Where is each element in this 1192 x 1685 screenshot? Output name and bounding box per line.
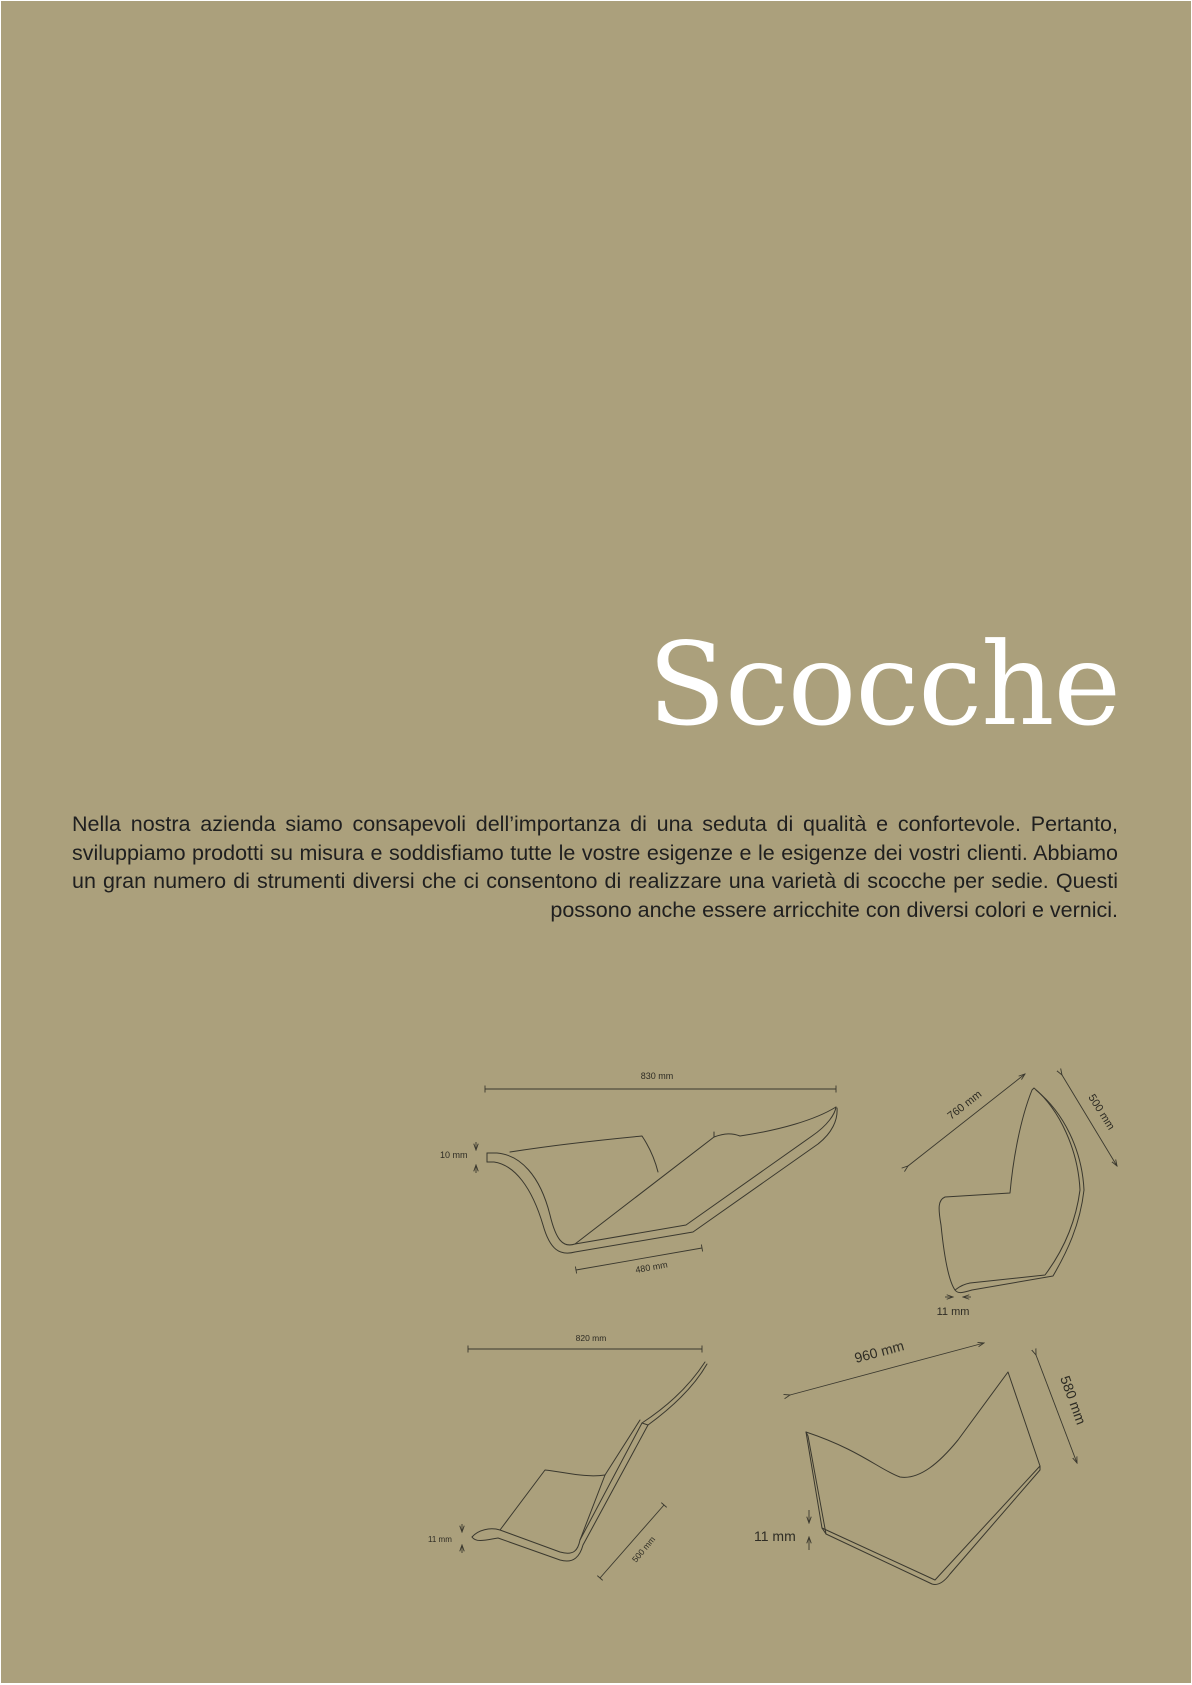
dim-580-label: 580 mm (1057, 1373, 1090, 1427)
dim-830-label: 830 mm (640, 1071, 674, 1081)
dim-11-label-c: 11 mm (754, 1528, 796, 1544)
drawing-shell-2 (908, 1074, 1117, 1318)
dim-500-label: 500 mm (1085, 1092, 1117, 1133)
dim-11-label-b: 11 mm (428, 1535, 452, 1544)
dim-960-label: 960 mm (852, 1337, 906, 1366)
dim-500-label-b: 500 mm (629, 1534, 658, 1565)
dim-11-label-a: 11 mm (936, 1306, 970, 1318)
drawing-shell-4 (754, 1337, 1090, 1584)
dim-820-label: 820 mm (575, 1333, 607, 1343)
intro-paragraph: Nella nostra azienda siamo consapevoli dell’importanza di una seduta di qualità e confortevole. Pertanto, sviluppiamo prodotti su misura e soddisfiamo tutte le vostre esigenze e le esigenze dei vostri clienti. Abbiamo un gran numero di strumenti diversi che ci consentono di realizzare una varietà di scocche per sedie. Questi possono anche essere arricchite con diversi colori e vernici. (72, 812, 1118, 922)
drawing-shell-1 (440, 1071, 837, 1275)
page-title: Scocche (647, 618, 1120, 751)
dim-10-label: 10 mm (440, 1150, 468, 1160)
dim-760-label: 760 mm (945, 1088, 985, 1123)
drawing-shell-3 (428, 1333, 707, 1578)
dim-480-label: 480 mm (634, 1259, 669, 1275)
